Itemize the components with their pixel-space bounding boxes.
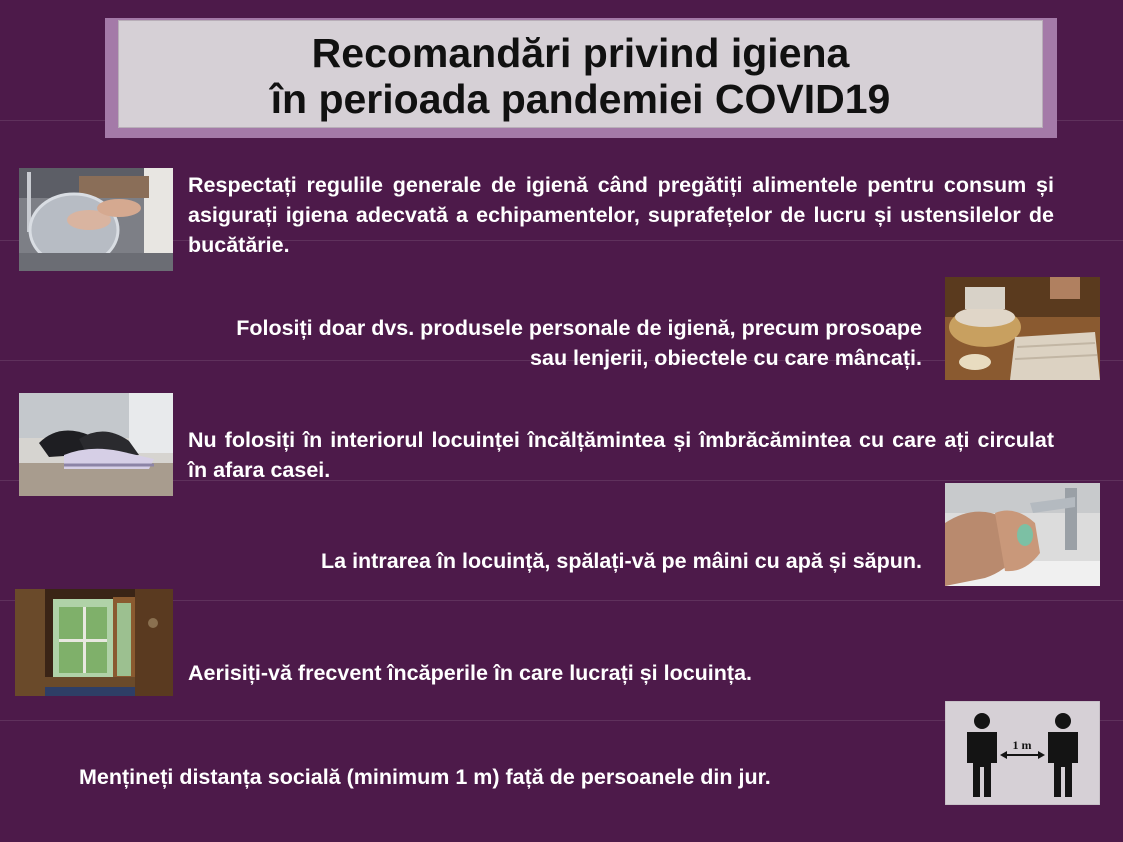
dishwashing-photo	[19, 168, 173, 271]
item-text-shoes-clothing: Nu folosiți în interiorul locuinței încălțămintea și îmbrăcămintea cu care ați circulat în afara casei.	[188, 428, 1054, 482]
towel-soap-photo	[945, 277, 1100, 380]
item-text-social-distance: Mențineți distanța socială (minimum 1 m) față de persoanele din jur.	[79, 765, 771, 789]
distance-label: 1 m	[1012, 738, 1032, 752]
social-distance-icon	[945, 701, 1100, 805]
item-text-ventilation: Aerisiți-vă frecvent încăperile în care lucrați și locuința.	[188, 661, 752, 685]
item-text-handwashing: La intrarea în locuință, spălați-vă pe mâini cu apă și săpun.	[321, 549, 922, 573]
title-line-1: Recomandări privind igiena	[311, 30, 850, 76]
item-text-line: Folosiți doar dvs. produsele personale de igienă, precum prosoape	[236, 316, 922, 340]
title-line-2: în perioada pandemiei COVID19	[270, 76, 891, 122]
shoes-photo	[19, 393, 173, 496]
open-window-photo	[15, 589, 173, 696]
item-text-personal-products	[40, 313, 922, 373]
handwashing-photo	[945, 483, 1100, 586]
title-box	[118, 20, 1043, 128]
item-text-food-hygiene: Respectați regulile generale de igienă când pregătiți alimentele pentru consum și asigurați igiena adecvată a echipamentelor, suprafețelor de lucru și ustensilelor de bucătărie.	[188, 173, 1054, 257]
item-text-line: sau lenjerii, obiectele cu care mâncați.	[530, 346, 922, 370]
